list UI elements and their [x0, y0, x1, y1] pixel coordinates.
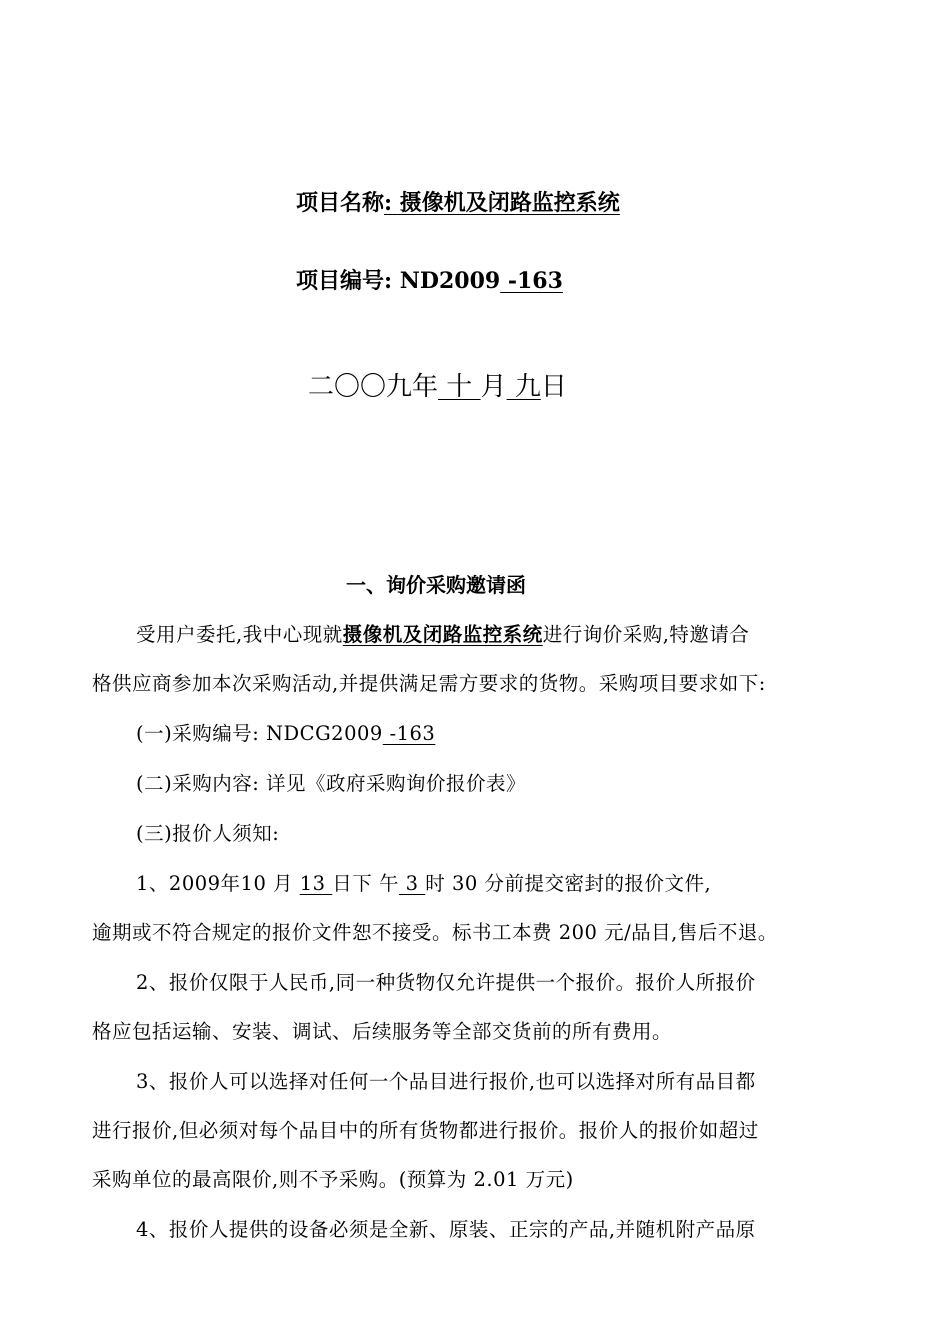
date-month-suffix: 月 [480, 372, 507, 402]
project-code-line [296, 264, 563, 295]
section-title: 一、询价采购邀请函 [346, 573, 526, 597]
rule1-text-c: 时 30 分前提交密封的报价文件, [425, 872, 712, 895]
rule1-day: 13 [299, 872, 333, 895]
rule-3-line-1: 3、报价人可以选择对任何一个品目进行报价,也可以选择对所有品目都 [136, 1070, 756, 1093]
item-procurement-code [136, 718, 435, 746]
project-name-value [384, 190, 620, 216]
project-code-prefix: ND2009 [392, 268, 501, 294]
rule1-hour: 3 [398, 872, 426, 895]
rule-2-line-2: 格应包括运输、安装、调试、后续服务等全部交货前的所有费用。 [92, 1020, 673, 1043]
date-day: 九 [506, 372, 541, 402]
rule-2-line-1: 2、报价仅限于人民币,同一种货物仅允许提供一个报价。报价人所报价 [136, 971, 756, 994]
rule-1-line-1 [136, 868, 711, 896]
item1-value: -163 [382, 722, 436, 745]
project-code-value: -163 [500, 268, 563, 294]
date-month: 十 [438, 372, 481, 402]
project-code-label: 项目编号: [296, 268, 393, 294]
rule-1-line-2: 逾期或不符合规定的报价文件恕不接受。标书工本费 200 元/品目,售后不退。 [92, 921, 778, 944]
intro-text-a: 受用户委托,我中心现就 [136, 623, 343, 646]
item1-label: (一)采购编号: NDCG2009 [136, 722, 383, 745]
intro-line-2: 格供应商参加本次采购活动,并提供满足需方要求的货物。采购项目要求如下: [92, 672, 766, 695]
date-day-suffix: 日 [540, 372, 567, 402]
project-name-label: 项目名称 [296, 190, 385, 216]
intro-project-name: 摄像机及闭路监控系统 [342, 623, 543, 646]
project-name-separator: : [384, 190, 393, 216]
rule-4-line-1: 4、报价人提供的设备必须是全新、原装、正宗的产品,并随机附产品原 [136, 1218, 756, 1241]
project-name-text: 摄像机及闭路监控系统 [392, 190, 620, 216]
intro-text-c: 进行询价采购,特邀请合 [542, 623, 750, 646]
item-bidder-notice: (三)报价人须知: [136, 822, 280, 845]
rule1-text-b: 日下 午 [332, 872, 399, 895]
rule-3-line-3: 采购单位的最高限价,则不予采购。(预算为 2.01 万元) [92, 1168, 574, 1191]
cover-date [308, 366, 567, 403]
date-year: 二〇〇九年 [308, 372, 439, 402]
rule1-text-a: 1、2009年10 月 [136, 872, 300, 895]
intro-line-1 [136, 619, 749, 647]
item-procurement-content: (二)采购内容: 详见《政府采购询价报价表》 [136, 772, 526, 795]
rule-3-line-2: 进行报价,但必须对每个品目中的所有货物都进行报价。报价人的报价如超过 [92, 1119, 759, 1142]
project-name-line [296, 186, 620, 217]
